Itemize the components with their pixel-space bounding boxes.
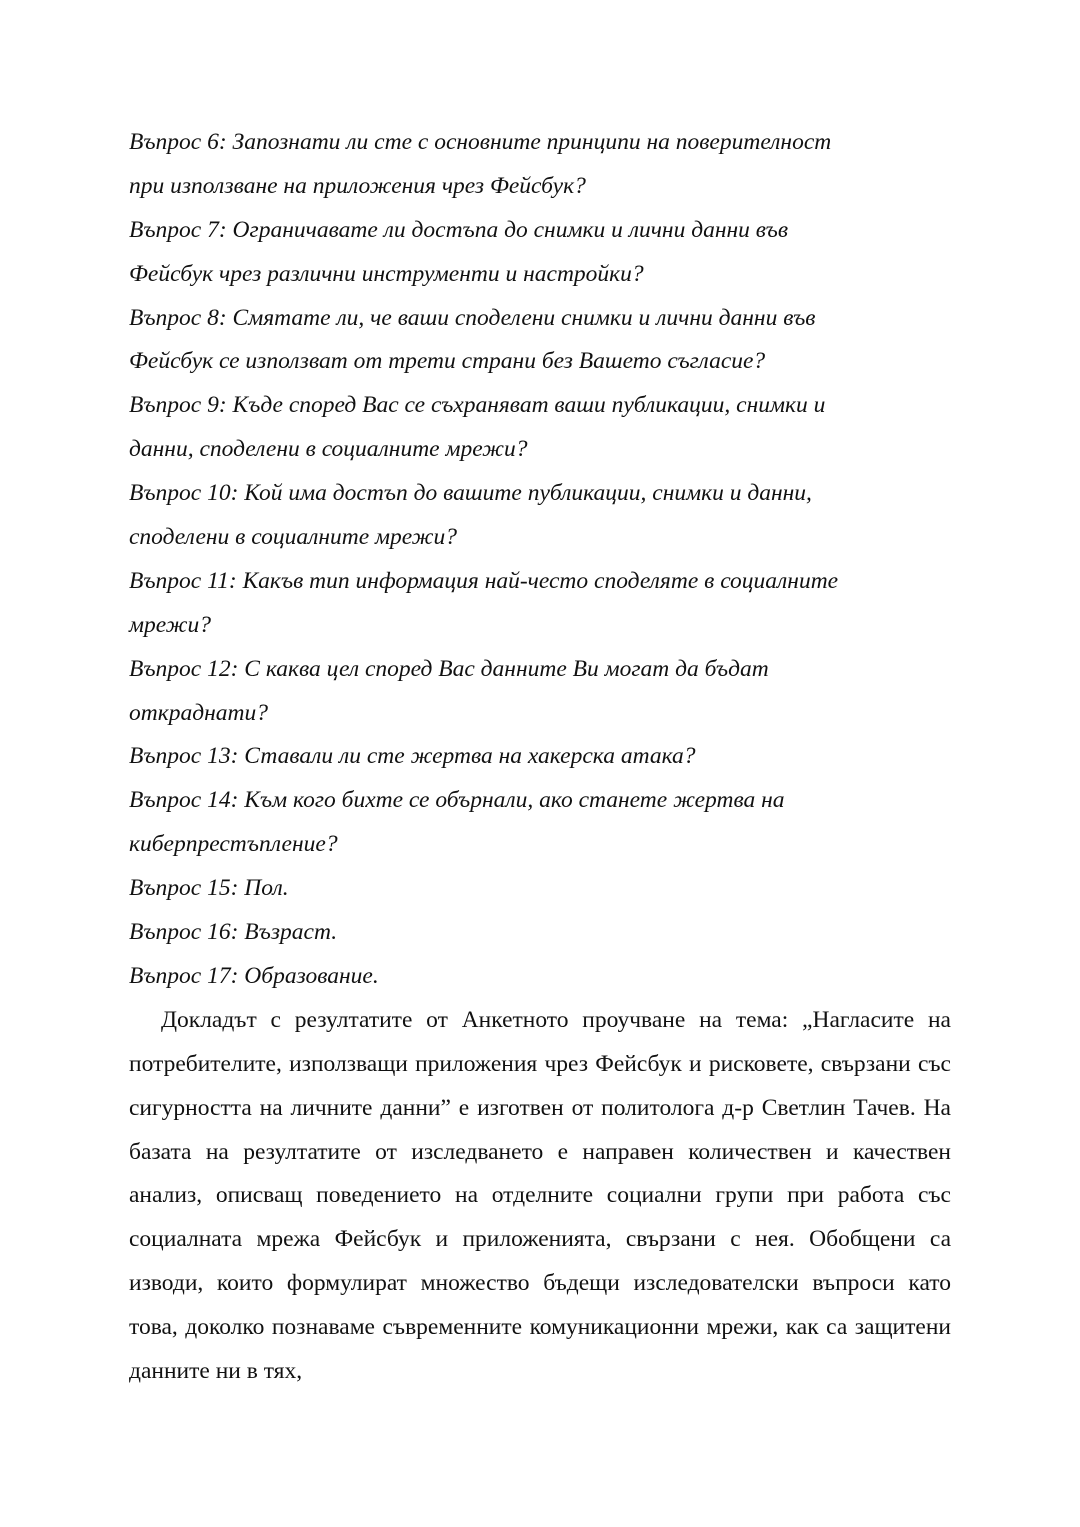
- question-line: киберпрестъпление?: [129, 831, 338, 858]
- question-line: откраднати?: [129, 699, 268, 726]
- survey-questions-list: [129, 121, 951, 999]
- question-line: Фейсбук се използват от трети страни без Вашето съгласие?: [129, 348, 766, 375]
- question-line: данни, споделени в социалните мрежи?: [129, 436, 528, 463]
- question-line: Въпрос 16: Възраст.: [129, 919, 338, 946]
- question-17: [129, 955, 951, 999]
- question-16: [129, 911, 951, 955]
- question-7: [129, 209, 951, 297]
- question-line: Фейсбук чрез различни инструменти и настройки?: [129, 260, 644, 287]
- question-line: Въпрос 14: Към кого бихте се обърнали, ако станете жертва на: [129, 787, 785, 814]
- document-page: [129, 121, 951, 1394]
- question-11: [129, 560, 951, 648]
- question-line: Въпрос 17: Образование.: [129, 962, 379, 989]
- question-15: [129, 867, 951, 911]
- question-12: [129, 648, 951, 736]
- question-line: Въпрос 13: Ставали ли сте жертва на хакерска атака?: [129, 743, 696, 770]
- question-line: Въпрос 15: Пол.: [129, 875, 289, 902]
- question-9: [129, 384, 951, 472]
- question-14: [129, 779, 951, 867]
- question-line: мрежи?: [129, 611, 211, 638]
- question-line: Въпрос 9: Къде според Вас се съхраняват ваши публикации, снимки и: [129, 392, 826, 419]
- question-line: споделени в социалните мрежи?: [129, 524, 457, 551]
- question-line: Въпрос 8: Смятате ли, че ваши споделени снимки и лични данни във: [129, 304, 816, 331]
- question-line: Въпрос 10: Кой има достъп до вашите публикации, снимки и данни,: [129, 480, 812, 507]
- question-6: [129, 121, 951, 209]
- question-13: [129, 735, 951, 779]
- question-line: при използване на приложения чрез Фейсбук?: [129, 172, 586, 199]
- question-line: Въпрос 6: Запознати ли сте с основните принципи на поверителност: [129, 129, 832, 155]
- question-line: Въпрос 11: Какъв тип информация най-често споделяте в социалните: [129, 567, 839, 594]
- report-paragraph: Докладът с резултатите от Анкетното проучване на тема: „Нагласите на потребителите, използващи приложения чрез Фейсбук и рисковете, свързани със сигурността на личните данни” е изготвен от политолога д-р Светлин Тачев. На базата на резултатите от изследването е направен количествен и качествен анализ, описващ поведението на отделните социални групи при работа със социалната мрежа Фейсбук и приложенията, свързани с нея. Обобщени са изводи, които формулират множество бъдещи изследователски въпроси като това, доколко познаваме съвременните комуникационни мрежи, как са защитени данните ни в тях,: [129, 1006, 951, 1385]
- question-10: [129, 472, 951, 560]
- question-line: Въпрос 12: С каква цел според Вас данните Ви могат да бъдат: [129, 655, 769, 682]
- question-line: Въпрос 7: Ограничавате ли достъпа до снимки и лични данни във: [129, 216, 789, 243]
- question-8: [129, 297, 951, 385]
